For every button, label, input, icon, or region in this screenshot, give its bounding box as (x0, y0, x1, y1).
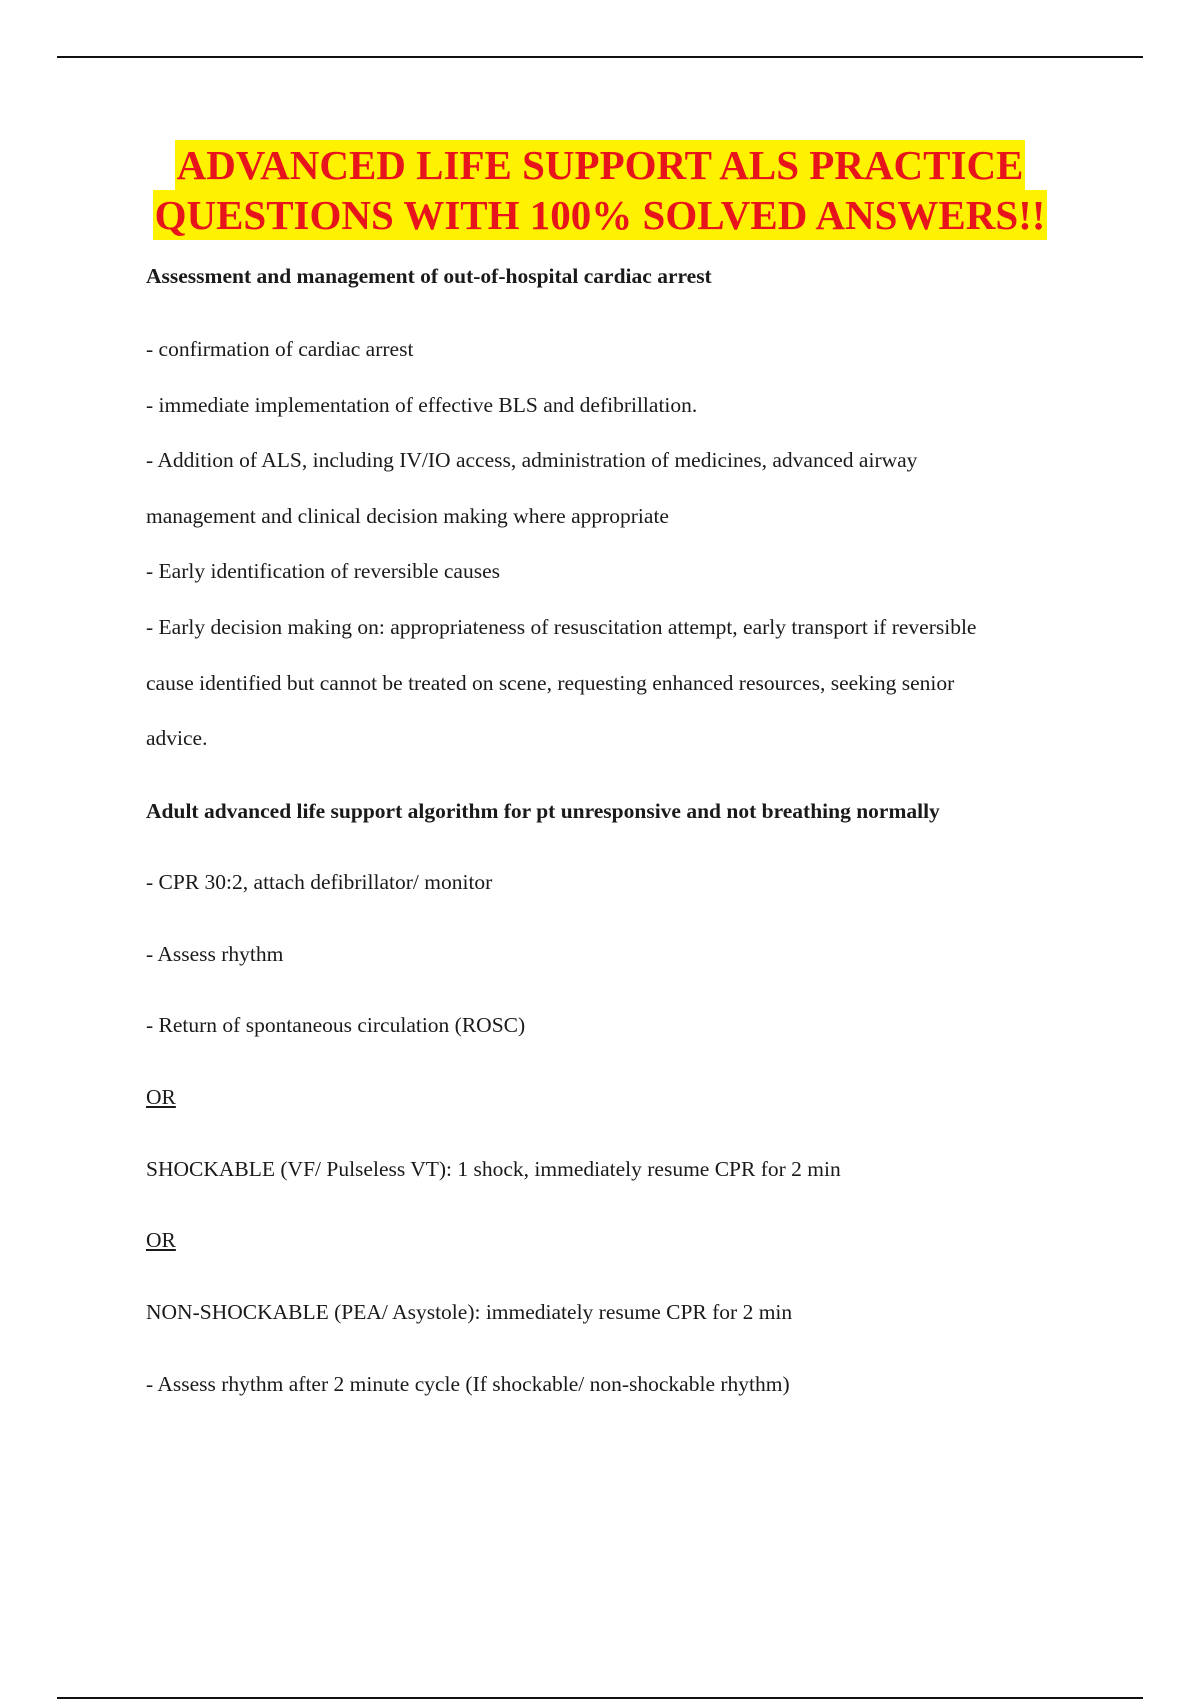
section1-heading: Assessment and management of out-of-hospital cardiac arrest (146, 264, 712, 288)
section1-line: - Early identification of reversible causes (146, 559, 501, 583)
section1-line: - Early decision making on: appropriateness of resuscitation attempt, early transport if reversible (146, 615, 977, 639)
section1-line: - immediate implementation of effective BLS and defibrillation. (146, 393, 698, 417)
section1-line: management and clinical decision making where appropriate (146, 504, 669, 528)
section1-line: - Addition of ALS, including IV/IO access, administration of medicines, advanced airway (146, 448, 918, 472)
section2-heading: Adult advanced life support algorithm for pt unresponsive and not breathing normally (146, 799, 940, 823)
title-line-2: QUESTIONS WITH 100% SOLVED ANSWERS!! (154, 192, 1046, 238)
section1-line: cause identified but cannot be treated on scene, requesting enhanced resources, seeking senior (146, 671, 955, 695)
section2-line-assess: - Assess rhythm (146, 942, 284, 966)
section2-line-shockable: SHOCKABLE (VF/ Pulseless VT): 1 shock, immediately resume CPR for 2 min (146, 1157, 841, 1181)
section2-line-reassess: - Assess rhythm after 2 minute cycle (If shockable/ non-shockable rhythm) (146, 1372, 790, 1396)
section2-line-nonshockable: NON-SHOCKABLE (PEA/ Asystole): immediately resume CPR for 2 min (146, 1300, 793, 1324)
or-divider-1: OR (146, 1085, 176, 1109)
or-divider-2: OR (146, 1228, 176, 1252)
top-rule (57, 56, 1143, 58)
section2-line-cpr: - CPR 30:2, attach defibrillator/ monitor (146, 870, 493, 894)
title-line-1: ADVANCED LIFE SUPPORT ALS PRACTICE (176, 142, 1024, 188)
section1-line: advice. (146, 726, 208, 750)
section1-line: - confirmation of cardiac arrest (146, 337, 414, 361)
bottom-rule (57, 1697, 1143, 1699)
section2-line-rosc: - Return of spontaneous circulation (ROSC) (146, 1013, 526, 1037)
document-title (0, 140, 1200, 240)
